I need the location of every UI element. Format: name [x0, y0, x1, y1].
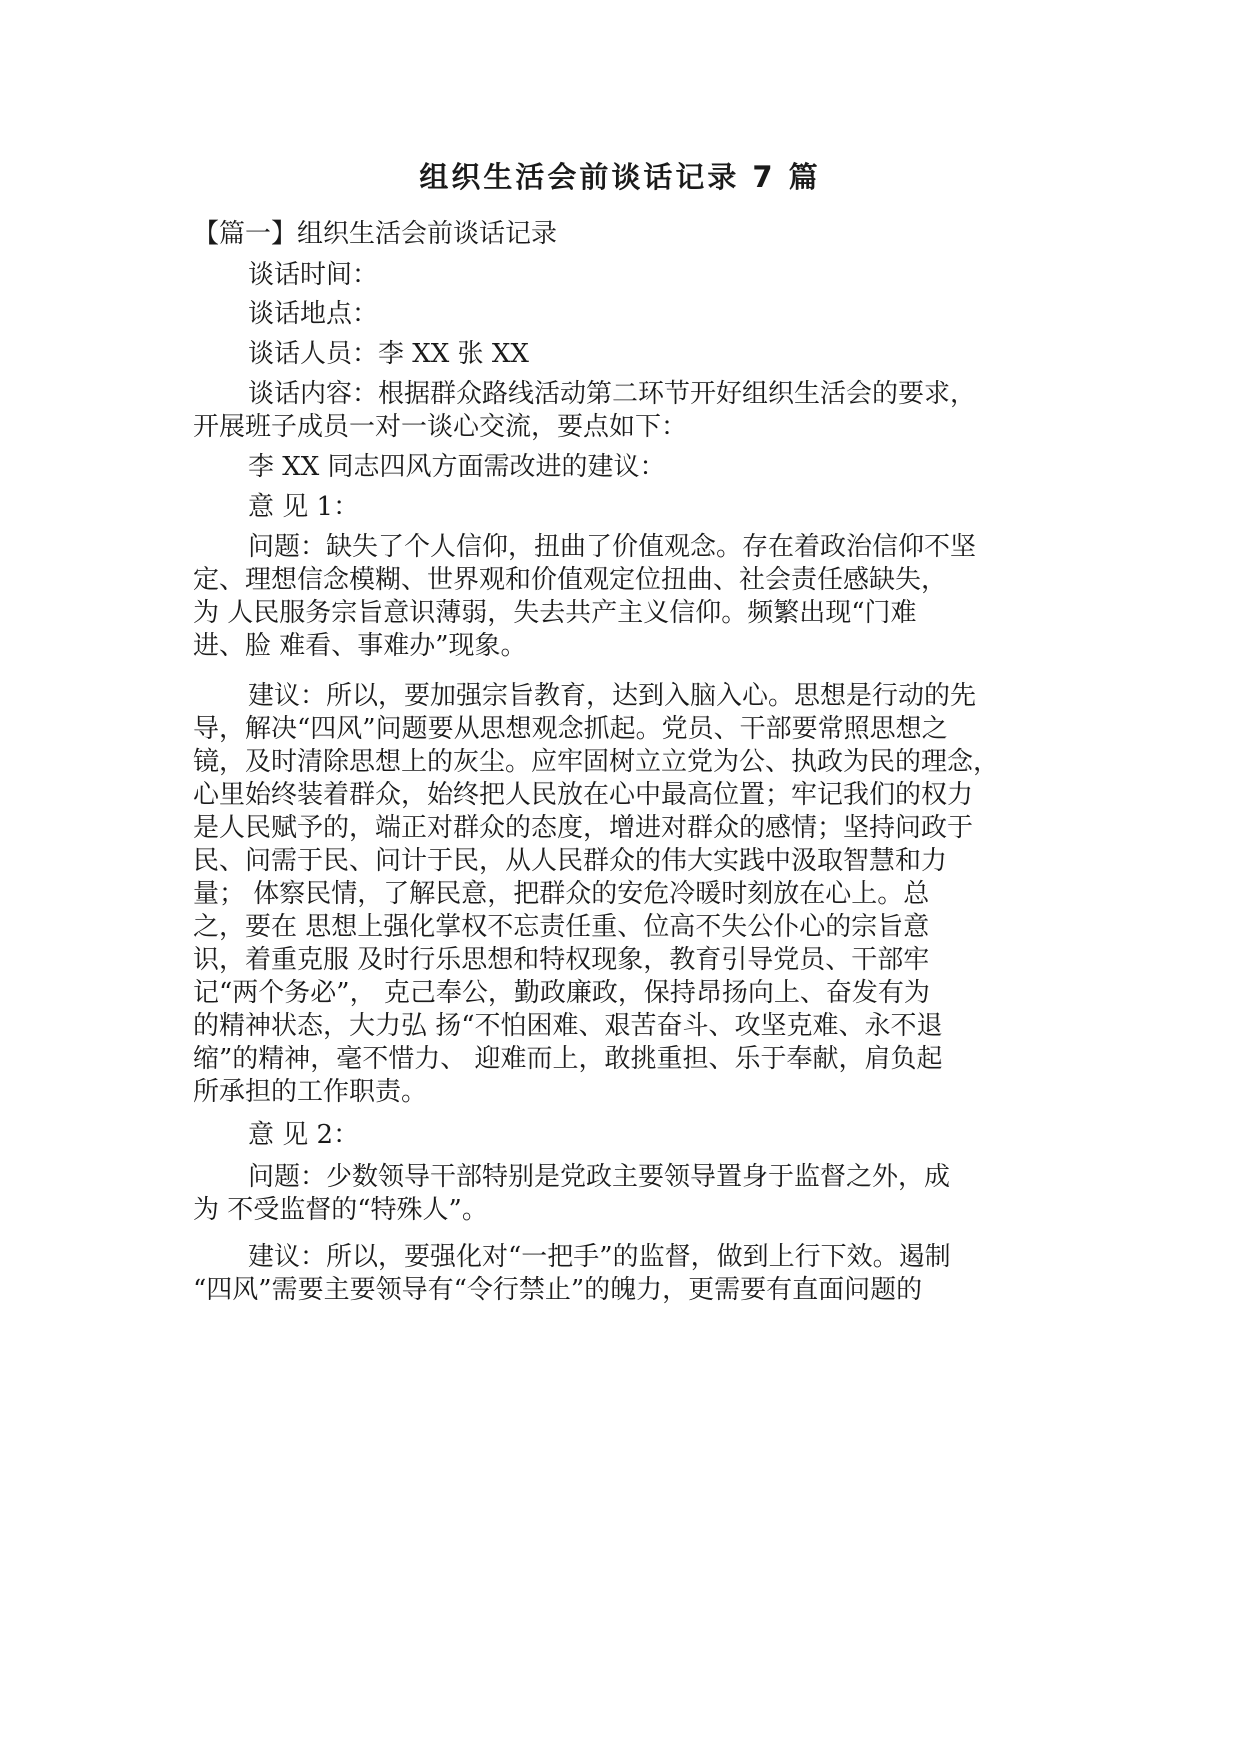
suggestion-line: 所承担的工作职责。: [193, 1077, 428, 1107]
suggestion-line: 建议：所以，要加强宗旨教育，达到入脑入心。思想是行动的先: [248, 681, 977, 711]
talk-place-label: 谈话地点：: [248, 299, 379, 329]
suggestion-line: 导，解决“四风”问题要从思想观念抓起。党员、干部要常照思想之: [193, 714, 948, 744]
talk-people-line: 谈话人员：李 XX 张 XX: [248, 339, 529, 369]
problem-line: 为 人民服务宗旨意识薄弱，失去共产主义信仰。频繁出现“门难: [193, 598, 917, 628]
problem-line: 为 不受监督的“特殊人”。: [193, 1195, 488, 1225]
talk-content-line: 谈话内容：根据群众路线活动第二环节开好组织生活会的要求，: [248, 379, 977, 409]
suggestion-line: 缩”的精神，毫不惜力、 迎难而上，敢挑重担、乐于奉献，肩负起: [193, 1044, 943, 1074]
opinion-label: 意 见 1：: [248, 492, 360, 522]
problem-line: 进、脸 难看、事难办”现象。: [193, 631, 527, 661]
problem-line: 定、理想信念模糊、世界观和价值观定位扭曲、社会责任感缺失，: [193, 565, 948, 595]
suggestion-line: 民、问需于民、问计于民，从人民群众的伟大实践中汲取智慧和力: [193, 846, 948, 876]
opinion-label: 意 见 2：: [248, 1120, 360, 1150]
suggestion-line: 记“两个务必”， 克己奉公，勤政廉政，保持昂扬向上、奋发有为: [193, 978, 930, 1008]
suggestion-line: 的精神状态，大力弘 扬“不怕困难、艰苦奋斗、攻坚克难、永不退: [193, 1011, 943, 1041]
suggestion-line: 镜，及时清除思想上的灰尘。应牢固树立立党为公、执政为民的理念，: [193, 747, 1000, 777]
suggestion-line: 之，要在 思想上强化掌权不忘责任重、位高不失公仆心的宗旨意: [193, 912, 930, 942]
problem-line: 问题：缺失了个人信仰，扭曲了价值观念。存在着政治信仰不坚: [248, 532, 977, 562]
suggestion-line: 量； 体察民情，了解民意，把群众的安危冷暖时刻放在心上。总: [193, 879, 930, 909]
suggestion-line: 识，着重克服 及时行乐思想和特权现象，教育引导党员、干部牢: [193, 945, 930, 975]
suggestion-line: “四风”需要主要领导有“令行禁止”的魄力，更需要有直面问题的: [193, 1275, 923, 1305]
suggestion-line: 建议：所以，要强化对“一把手”的监督，做到上行下效。遏制: [248, 1242, 951, 1272]
section-heading: 【篇一】组织生活会前谈话记录: [193, 219, 558, 249]
subject-line: 李 XX 同志四风方面需改进的建议：: [248, 452, 666, 482]
document-title: 组织生活会前谈话记录 7 篇: [419, 160, 821, 194]
suggestion-line: 心里始终装着群众，始终把人民放在心中最高位置；牢记我们的权力: [193, 780, 974, 810]
talk-time-label: 谈话时间：: [248, 260, 379, 290]
talk-content-line: 开展班子成员一对一谈心交流，要点如下：: [193, 412, 688, 442]
problem-line: 问题：少数领导干部特别是党政主要领导置身于监督之外，成: [248, 1162, 951, 1192]
suggestion-line: 是人民赋予的，端正对群众的态度，增进对群众的感情；坚持问政于: [193, 813, 974, 843]
